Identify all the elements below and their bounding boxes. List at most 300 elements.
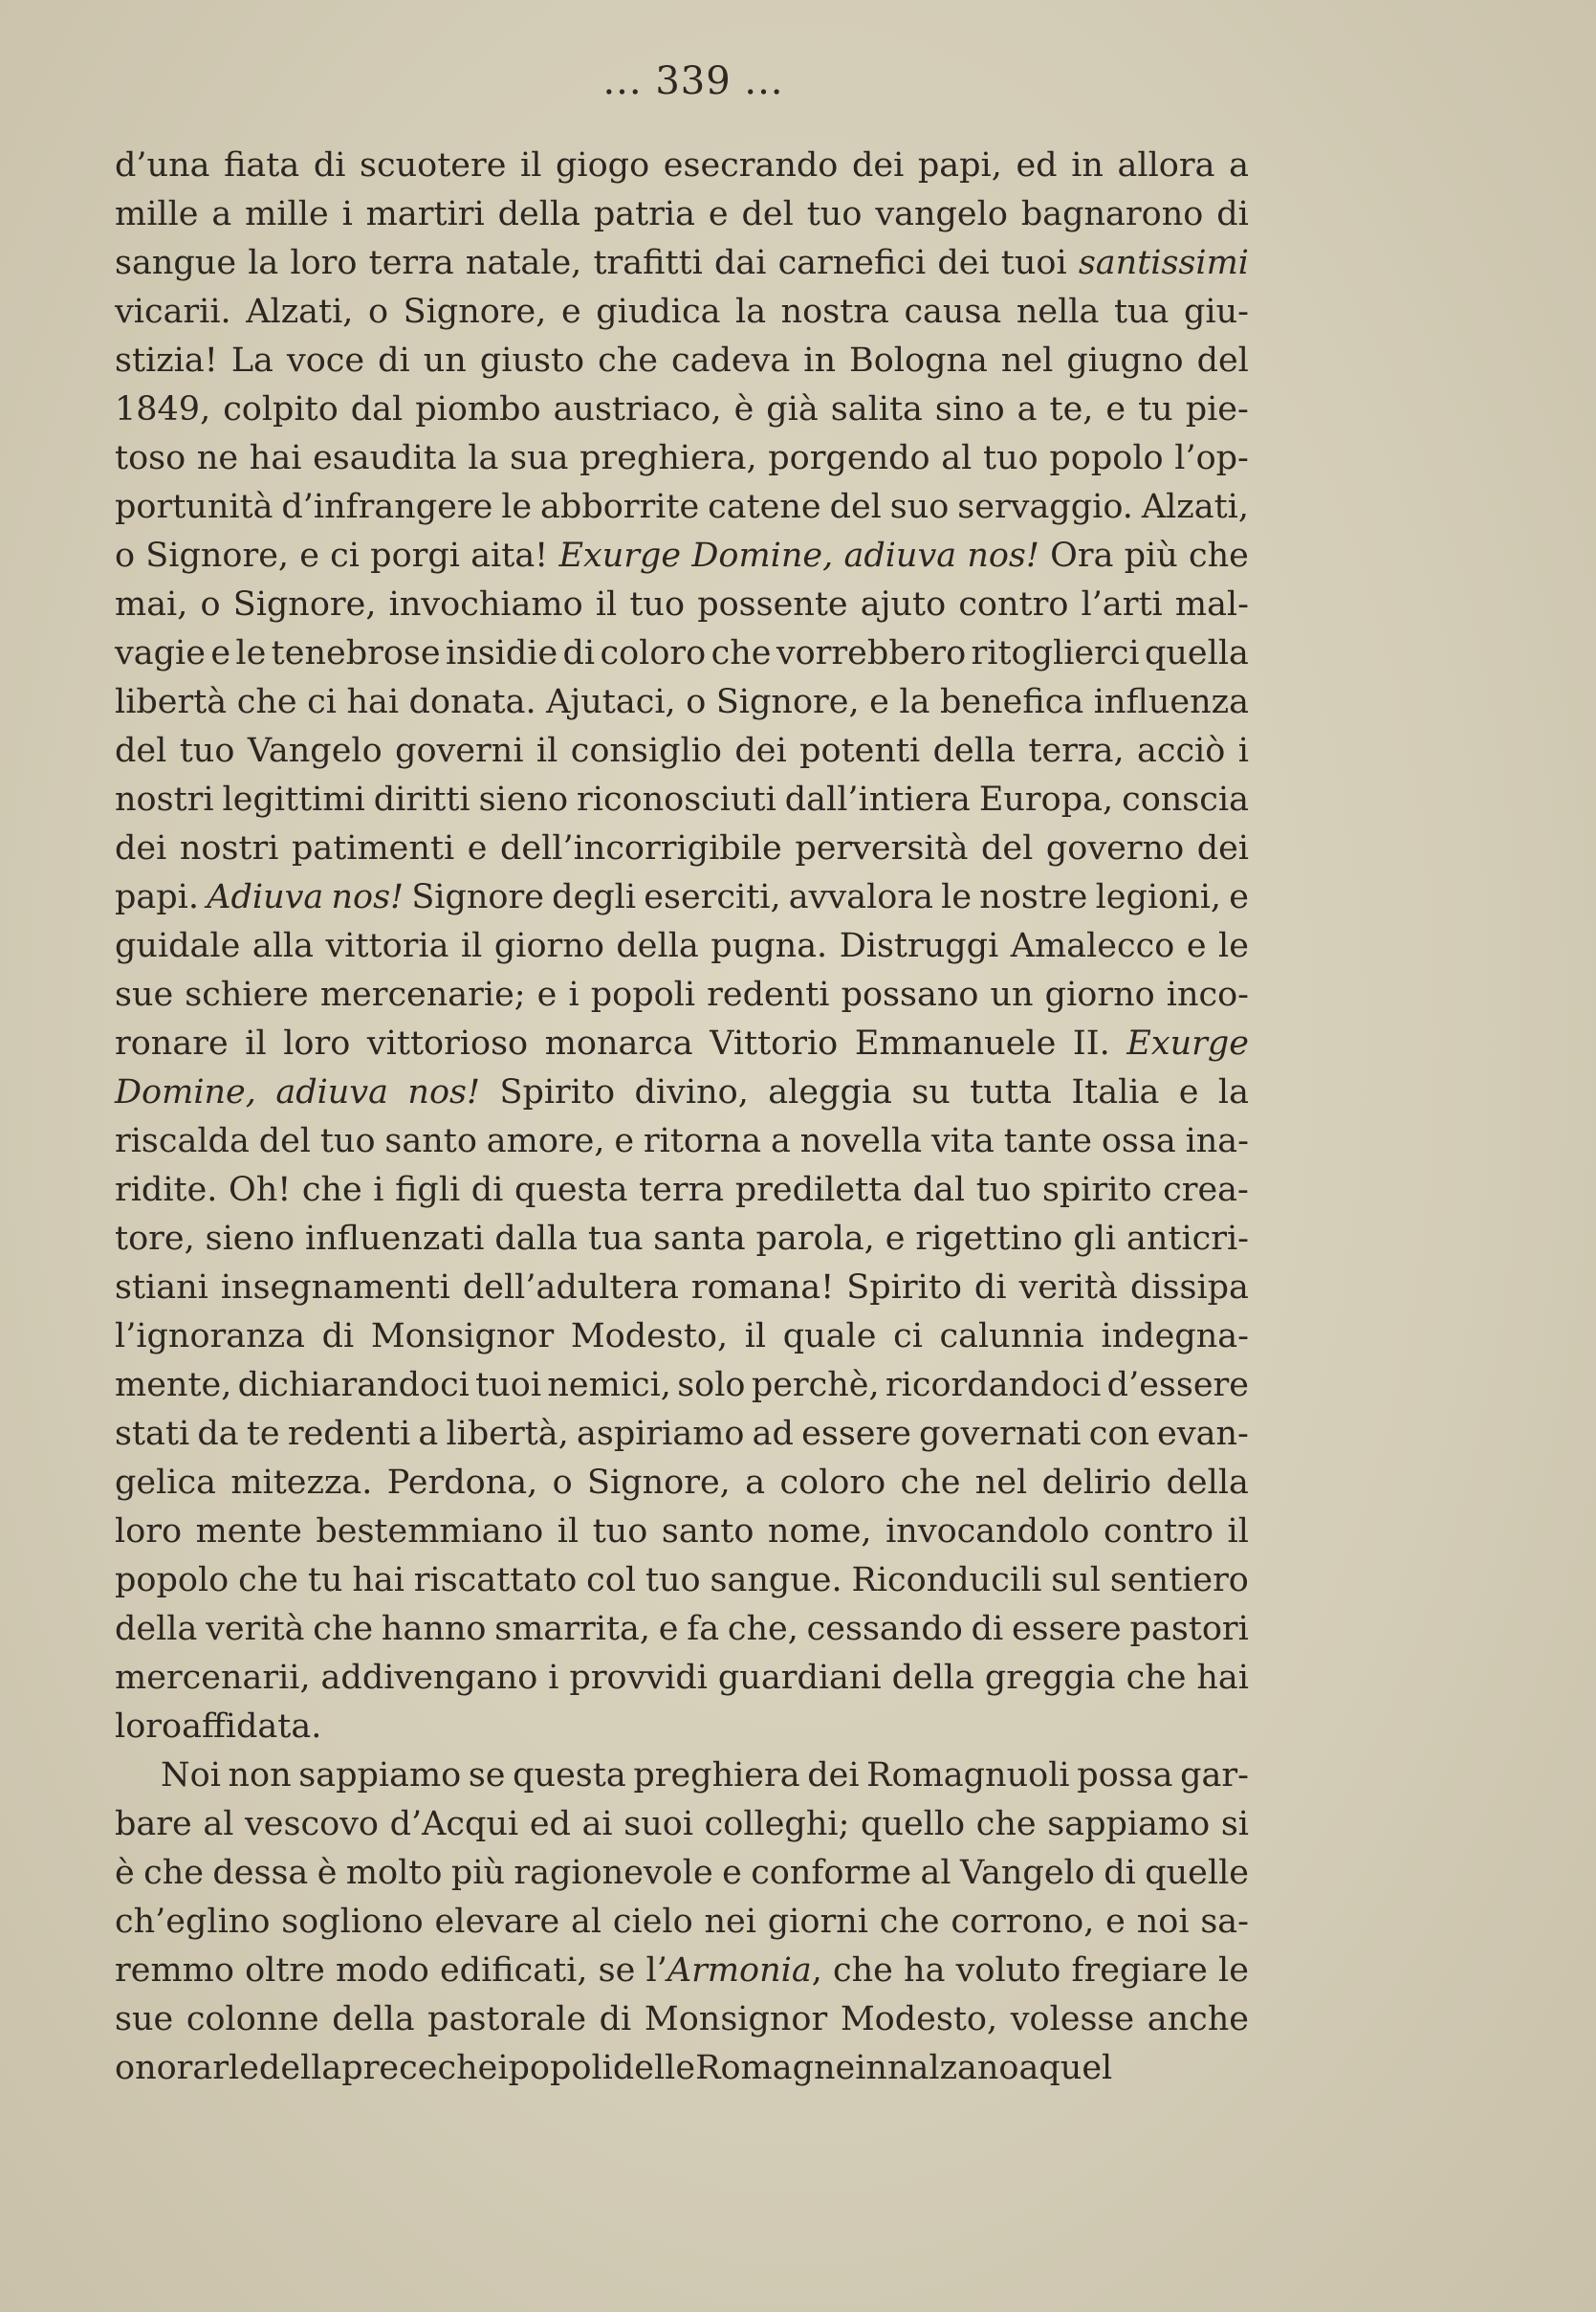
word: che: [833, 1951, 893, 1990]
word: le: [1218, 1951, 1249, 1990]
word: è: [317, 1854, 338, 1892]
word: del: [741, 195, 794, 233]
text-line: [115, 1117, 1249, 1166]
word: stizia!: [115, 341, 218, 380]
word: e: [1105, 1903, 1126, 1941]
word: papi.: [115, 878, 199, 916]
word: ci: [307, 683, 337, 721]
word: sangue: [115, 244, 237, 282]
word: essere: [801, 1415, 911, 1453]
word: già: [766, 390, 819, 429]
text-line: [115, 727, 1249, 776]
word: tuo: [629, 585, 686, 624]
word: ad: [752, 1415, 794, 1453]
word: legittimi: [222, 781, 365, 819]
word: provvidi: [569, 1659, 708, 1697]
word: mai,: [115, 585, 188, 624]
word: La: [230, 341, 273, 380]
text-line: [115, 1410, 1249, 1459]
word: Monsignor: [370, 1317, 555, 1355]
word: austriaco,: [553, 390, 722, 429]
word: Ajutaci,: [546, 683, 676, 721]
text-line: [115, 825, 1249, 873]
word: e: [536, 976, 558, 1014]
word: o: [686, 683, 707, 721]
word: del: [829, 488, 882, 526]
word: della: [891, 1659, 974, 1697]
word: che,: [727, 1610, 798, 1648]
word: anche: [1147, 2000, 1249, 2038]
word: vittoria: [325, 927, 449, 965]
word: la: [248, 244, 279, 282]
word: pugna.: [711, 927, 828, 965]
word: d’essere: [1106, 1366, 1249, 1404]
word: ha: [904, 1951, 946, 1990]
word: Signore,: [403, 293, 547, 331]
word: Alzati,: [246, 293, 354, 331]
word: colleghi;: [704, 1805, 850, 1843]
word: giugno: [1066, 341, 1184, 380]
word: trafitti: [593, 244, 703, 282]
word: sieno: [205, 1220, 295, 1258]
word: gli: [1073, 1220, 1117, 1258]
word: della: [1166, 1464, 1249, 1502]
word: Domine,: [115, 1073, 256, 1112]
word: hai: [1196, 1659, 1249, 1697]
word: Riconducili: [851, 1561, 1042, 1599]
word: d’Acqui: [389, 1805, 519, 1843]
word: corrono,: [951, 1903, 1095, 1941]
word: Alzati,: [1141, 488, 1249, 526]
word: loro: [115, 1707, 183, 1746]
word: potenti: [799, 732, 921, 770]
word: cadeva: [671, 341, 791, 380]
word: ci: [893, 1317, 923, 1355]
word: quale: [782, 1317, 877, 1355]
word: contro: [1103, 1512, 1214, 1551]
word: e: [299, 537, 319, 575]
word: evan-: [1157, 1415, 1249, 1453]
word: della: [332, 2000, 415, 2038]
word: divino,: [634, 1073, 749, 1112]
word: popolo: [1049, 439, 1164, 477]
word: catene: [708, 488, 821, 526]
word: patria: [593, 195, 695, 233]
word: non: [228, 1756, 292, 1795]
word: Amalecco: [1010, 927, 1175, 965]
text-line: [115, 142, 1249, 190]
word: il: [1227, 1512, 1249, 1551]
word: martiri: [365, 195, 485, 233]
word: adiuva: [843, 537, 957, 575]
word: innalzano: [855, 2049, 1019, 2087]
word: il: [744, 1317, 767, 1355]
word: e: [210, 634, 231, 672]
word: ronare: [115, 1024, 229, 1063]
word: abborrite: [540, 488, 700, 526]
word: e: [869, 683, 889, 721]
word: tua: [587, 1220, 644, 1258]
word: colpito: [223, 390, 339, 429]
word: che: [143, 1854, 204, 1892]
word: Vangelo: [959, 1854, 1095, 1892]
word: il: [245, 1024, 267, 1063]
word: ch’eglino: [115, 1903, 271, 1941]
word: Romagne: [695, 2049, 856, 2087]
word: calunnia: [939, 1317, 1084, 1355]
word: libertà,: [446, 1415, 569, 1453]
word: a: [770, 1122, 791, 1160]
word: al: [203, 1805, 234, 1843]
word: avvalora: [788, 878, 933, 916]
word: governati: [919, 1415, 1082, 1453]
word: la: [1217, 1073, 1249, 1112]
word: e: [708, 195, 729, 233]
word: nos!: [407, 1073, 481, 1112]
word: tuo: [319, 1122, 376, 1160]
word: di: [1104, 1854, 1136, 1892]
text-line: [115, 1898, 1249, 1947]
word: Perdona,: [386, 1464, 538, 1502]
word: nos!: [331, 878, 404, 916]
word: le: [235, 634, 267, 672]
word: diritti: [373, 781, 470, 819]
word: gelica: [115, 1464, 216, 1502]
word: amore,: [486, 1122, 605, 1160]
word: guardiani: [717, 1659, 882, 1697]
word: fregiare: [1071, 1951, 1208, 1990]
text-line: [115, 1312, 1249, 1361]
word: molto: [345, 1854, 443, 1892]
word: i: [341, 195, 353, 233]
word: Adiuva: [207, 878, 324, 916]
word: col: [586, 1561, 637, 1599]
word: sentiero: [1109, 1561, 1249, 1599]
text-line: [115, 971, 1249, 1020]
word: degli: [552, 878, 637, 916]
word: esecrando: [663, 146, 839, 185]
word: che: [598, 341, 658, 380]
word: fiata: [224, 146, 300, 185]
word: della: [497, 195, 580, 233]
word: papi,: [917, 146, 1002, 185]
word: giorno: [493, 927, 604, 965]
word: questa: [513, 1756, 626, 1795]
word: del: [981, 829, 1034, 868]
text-line: [115, 385, 1249, 434]
word: santo: [384, 1122, 477, 1160]
word: giogo: [556, 146, 650, 185]
word: stiani: [115, 1268, 208, 1307]
word: elevare: [434, 1903, 560, 1941]
word: di: [562, 634, 596, 672]
word: riscattato: [413, 1561, 578, 1599]
text-line: [115, 1361, 1249, 1410]
word: greggia: [984, 1659, 1116, 1697]
word: che: [900, 1464, 961, 1502]
word: dichiarandoci: [237, 1366, 470, 1404]
word: Exurge: [558, 537, 682, 575]
word: nel: [974, 1464, 1028, 1502]
word: sangue.: [710, 1561, 842, 1599]
word: fa: [687, 1610, 720, 1648]
word: modo: [336, 1951, 429, 1990]
word: al: [941, 439, 973, 477]
word: loro: [283, 1024, 351, 1063]
word: servaggio.: [957, 488, 1133, 526]
word: l’: [645, 1951, 667, 1990]
word: ne: [196, 439, 239, 477]
word: sul: [1051, 1561, 1101, 1599]
word: e: [1105, 390, 1126, 429]
word: dei: [734, 732, 787, 770]
word: Monsignor: [644, 2000, 828, 2038]
word: e: [722, 1854, 742, 1892]
word: Emmanuele: [854, 1024, 1057, 1063]
word: terra,: [1028, 732, 1125, 770]
word: il: [595, 585, 618, 624]
word: tuo: [592, 1512, 648, 1551]
word: che: [301, 1171, 362, 1209]
word: allora: [1117, 146, 1215, 185]
word: coloro: [779, 1464, 886, 1502]
word: e: [1229, 878, 1249, 916]
word: figli: [395, 1171, 461, 1209]
word: coloro: [600, 634, 707, 672]
word: vagie: [115, 634, 206, 672]
word: tuo: [806, 195, 863, 233]
word: nel: [1000, 341, 1054, 380]
word: aspiriamo: [576, 1415, 745, 1453]
word: 1849,: [115, 390, 211, 429]
word: dei: [807, 1756, 860, 1795]
word: onorarle: [115, 2049, 259, 2087]
word: è: [115, 1854, 135, 1892]
word: porgendo: [768, 439, 930, 477]
word: più: [1124, 537, 1178, 575]
word: adiuva: [275, 1073, 388, 1112]
word: dessa: [212, 1854, 309, 1892]
word: prediletta: [734, 1171, 903, 1209]
word: che: [975, 1805, 1037, 1843]
word: patimenti: [291, 829, 455, 868]
word: il: [520, 146, 542, 185]
word: sieno: [478, 781, 569, 819]
word: suo: [889, 488, 950, 526]
word: schiere: [185, 976, 309, 1014]
word: possa: [1077, 1756, 1173, 1795]
word: terra: [368, 244, 454, 282]
word: [646, 1947, 822, 1995]
body-text: [115, 142, 1249, 2093]
word: tuo: [983, 439, 1038, 477]
word: te,: [1049, 390, 1094, 429]
word: rigettino: [915, 1220, 1063, 1258]
text-line: [115, 1508, 1249, 1556]
word: che: [437, 2049, 498, 2087]
word: che: [1126, 1659, 1187, 1697]
word: invocandolo: [885, 1512, 1090, 1551]
word: pastorale: [427, 2000, 587, 2038]
word: ricordandoci: [885, 1366, 1102, 1404]
word: conscia: [1122, 781, 1249, 819]
text-line: [115, 1849, 1249, 1898]
word: Distruggi: [839, 927, 999, 965]
word: e: [467, 829, 488, 868]
word: al: [920, 1854, 951, 1892]
word: e: [560, 293, 581, 331]
text-line: [115, 629, 1249, 678]
word: influenzati: [305, 1220, 485, 1258]
word: colonne: [186, 2000, 319, 2038]
word: esaudita: [313, 439, 457, 477]
text-line: [115, 190, 1249, 239]
word: benefica: [940, 683, 1084, 721]
word: voluto: [955, 1951, 1061, 1990]
word: pastori: [1129, 1610, 1249, 1648]
word: ritorna: [643, 1122, 762, 1160]
text-line: [115, 1654, 1249, 1703]
page-number: ... 339 ...: [602, 59, 784, 103]
text-line: [115, 1800, 1249, 1849]
word: preghiera,: [579, 439, 757, 477]
word: quello: [861, 1805, 966, 1843]
word: insegnamenti: [220, 1268, 450, 1307]
word: sino: [934, 390, 1005, 429]
word: nostri: [179, 829, 279, 868]
word: spirito: [1041, 1171, 1152, 1209]
word: possano: [841, 976, 979, 1014]
text-line: [115, 1703, 1249, 1751]
word: un: [423, 341, 467, 380]
text-line: [115, 1264, 1249, 1312]
word: Vittorio: [710, 1024, 839, 1063]
word: santo: [661, 1512, 754, 1551]
word: sa-: [1200, 1903, 1249, 1941]
word: cielo: [612, 1903, 693, 1941]
word: su: [911, 1073, 951, 1112]
word: d’una: [115, 146, 210, 185]
word: toso: [115, 439, 186, 477]
word: romana!: [690, 1268, 835, 1307]
word: della: [115, 1610, 198, 1648]
word: tante: [1003, 1122, 1092, 1160]
text-line: [115, 1556, 1249, 1605]
word: Bologna: [849, 341, 988, 380]
word: vangelo: [875, 195, 1008, 233]
word: ritoglierci: [971, 634, 1140, 672]
word: bestemmiano: [316, 1512, 544, 1551]
word: nostra: [780, 293, 889, 331]
word: mercenarii,: [115, 1659, 311, 1697]
text-line: [115, 1947, 1249, 1995]
word: mente: [195, 1512, 302, 1551]
text-line: [115, 434, 1249, 483]
word: quelle: [1145, 1854, 1249, 1892]
word: la: [899, 683, 930, 721]
word: di: [1216, 195, 1249, 233]
word: nome,: [767, 1512, 872, 1551]
word: nos!: [967, 537, 1039, 575]
word: la: [468, 439, 499, 477]
word: nostri: [115, 781, 214, 819]
word: il: [460, 927, 483, 965]
text-line: [115, 239, 1249, 288]
word: ,: [811, 1951, 822, 1990]
word: di: [973, 1268, 1007, 1307]
word: dall’intiera: [784, 781, 971, 819]
word: verità: [206, 1610, 305, 1648]
word: più: [450, 1854, 505, 1892]
word: a: [1018, 2049, 1039, 2087]
word: o: [115, 537, 136, 575]
word: legioni,: [1095, 878, 1222, 916]
word: e: [885, 1220, 906, 1258]
word: dei: [937, 244, 990, 282]
word: libertà: [115, 683, 228, 721]
word: l’op-: [1174, 439, 1249, 477]
word: e: [1178, 1073, 1199, 1112]
word: tu: [307, 1561, 343, 1599]
word: in: [803, 341, 836, 380]
word: di: [971, 1610, 1004, 1648]
word: di: [470, 1171, 504, 1209]
word: di: [378, 341, 410, 380]
word: popoli: [508, 2049, 613, 2087]
word: bare: [115, 1805, 192, 1843]
word: te: [246, 1415, 280, 1453]
word: i: [373, 1171, 384, 1209]
word: Oh!: [229, 1171, 292, 1209]
word: un: [990, 976, 1034, 1014]
word: l’arti: [1081, 585, 1163, 624]
word: influenza: [1093, 683, 1249, 721]
word: di: [321, 1317, 355, 1355]
word: preghiera: [633, 1756, 800, 1795]
word: delirio: [1041, 1464, 1152, 1502]
text-line: [115, 922, 1249, 971]
word: mille: [245, 195, 329, 233]
text-line: [115, 2044, 1249, 2093]
word: ed: [529, 1805, 571, 1843]
word: novella: [799, 1122, 923, 1160]
word: si: [1220, 1805, 1249, 1843]
word: nei: [704, 1903, 756, 1941]
word: dell’adultera: [462, 1268, 679, 1307]
word: sappiamo: [298, 1756, 462, 1795]
word: che: [711, 634, 772, 672]
word: che: [236, 683, 297, 721]
word: sua: [510, 439, 569, 477]
word: loro: [290, 244, 358, 282]
word: mente,: [115, 1366, 232, 1404]
word: giudica: [596, 293, 721, 331]
word: della: [258, 2049, 342, 2087]
word: hanno: [381, 1610, 487, 1648]
word: l’ignoranza: [115, 1317, 305, 1355]
text-line: [115, 337, 1249, 385]
text-line: [115, 776, 1249, 825]
word: al: [571, 1903, 602, 1941]
word: tu: [1138, 390, 1173, 429]
word: sue: [115, 2000, 174, 2038]
word: verità: [1018, 1268, 1118, 1307]
word: addivengano: [320, 1659, 538, 1697]
word: nemici,: [547, 1366, 671, 1404]
word: dal: [350, 390, 404, 429]
text-line: [115, 532, 1249, 581]
word: natale,: [465, 244, 582, 282]
